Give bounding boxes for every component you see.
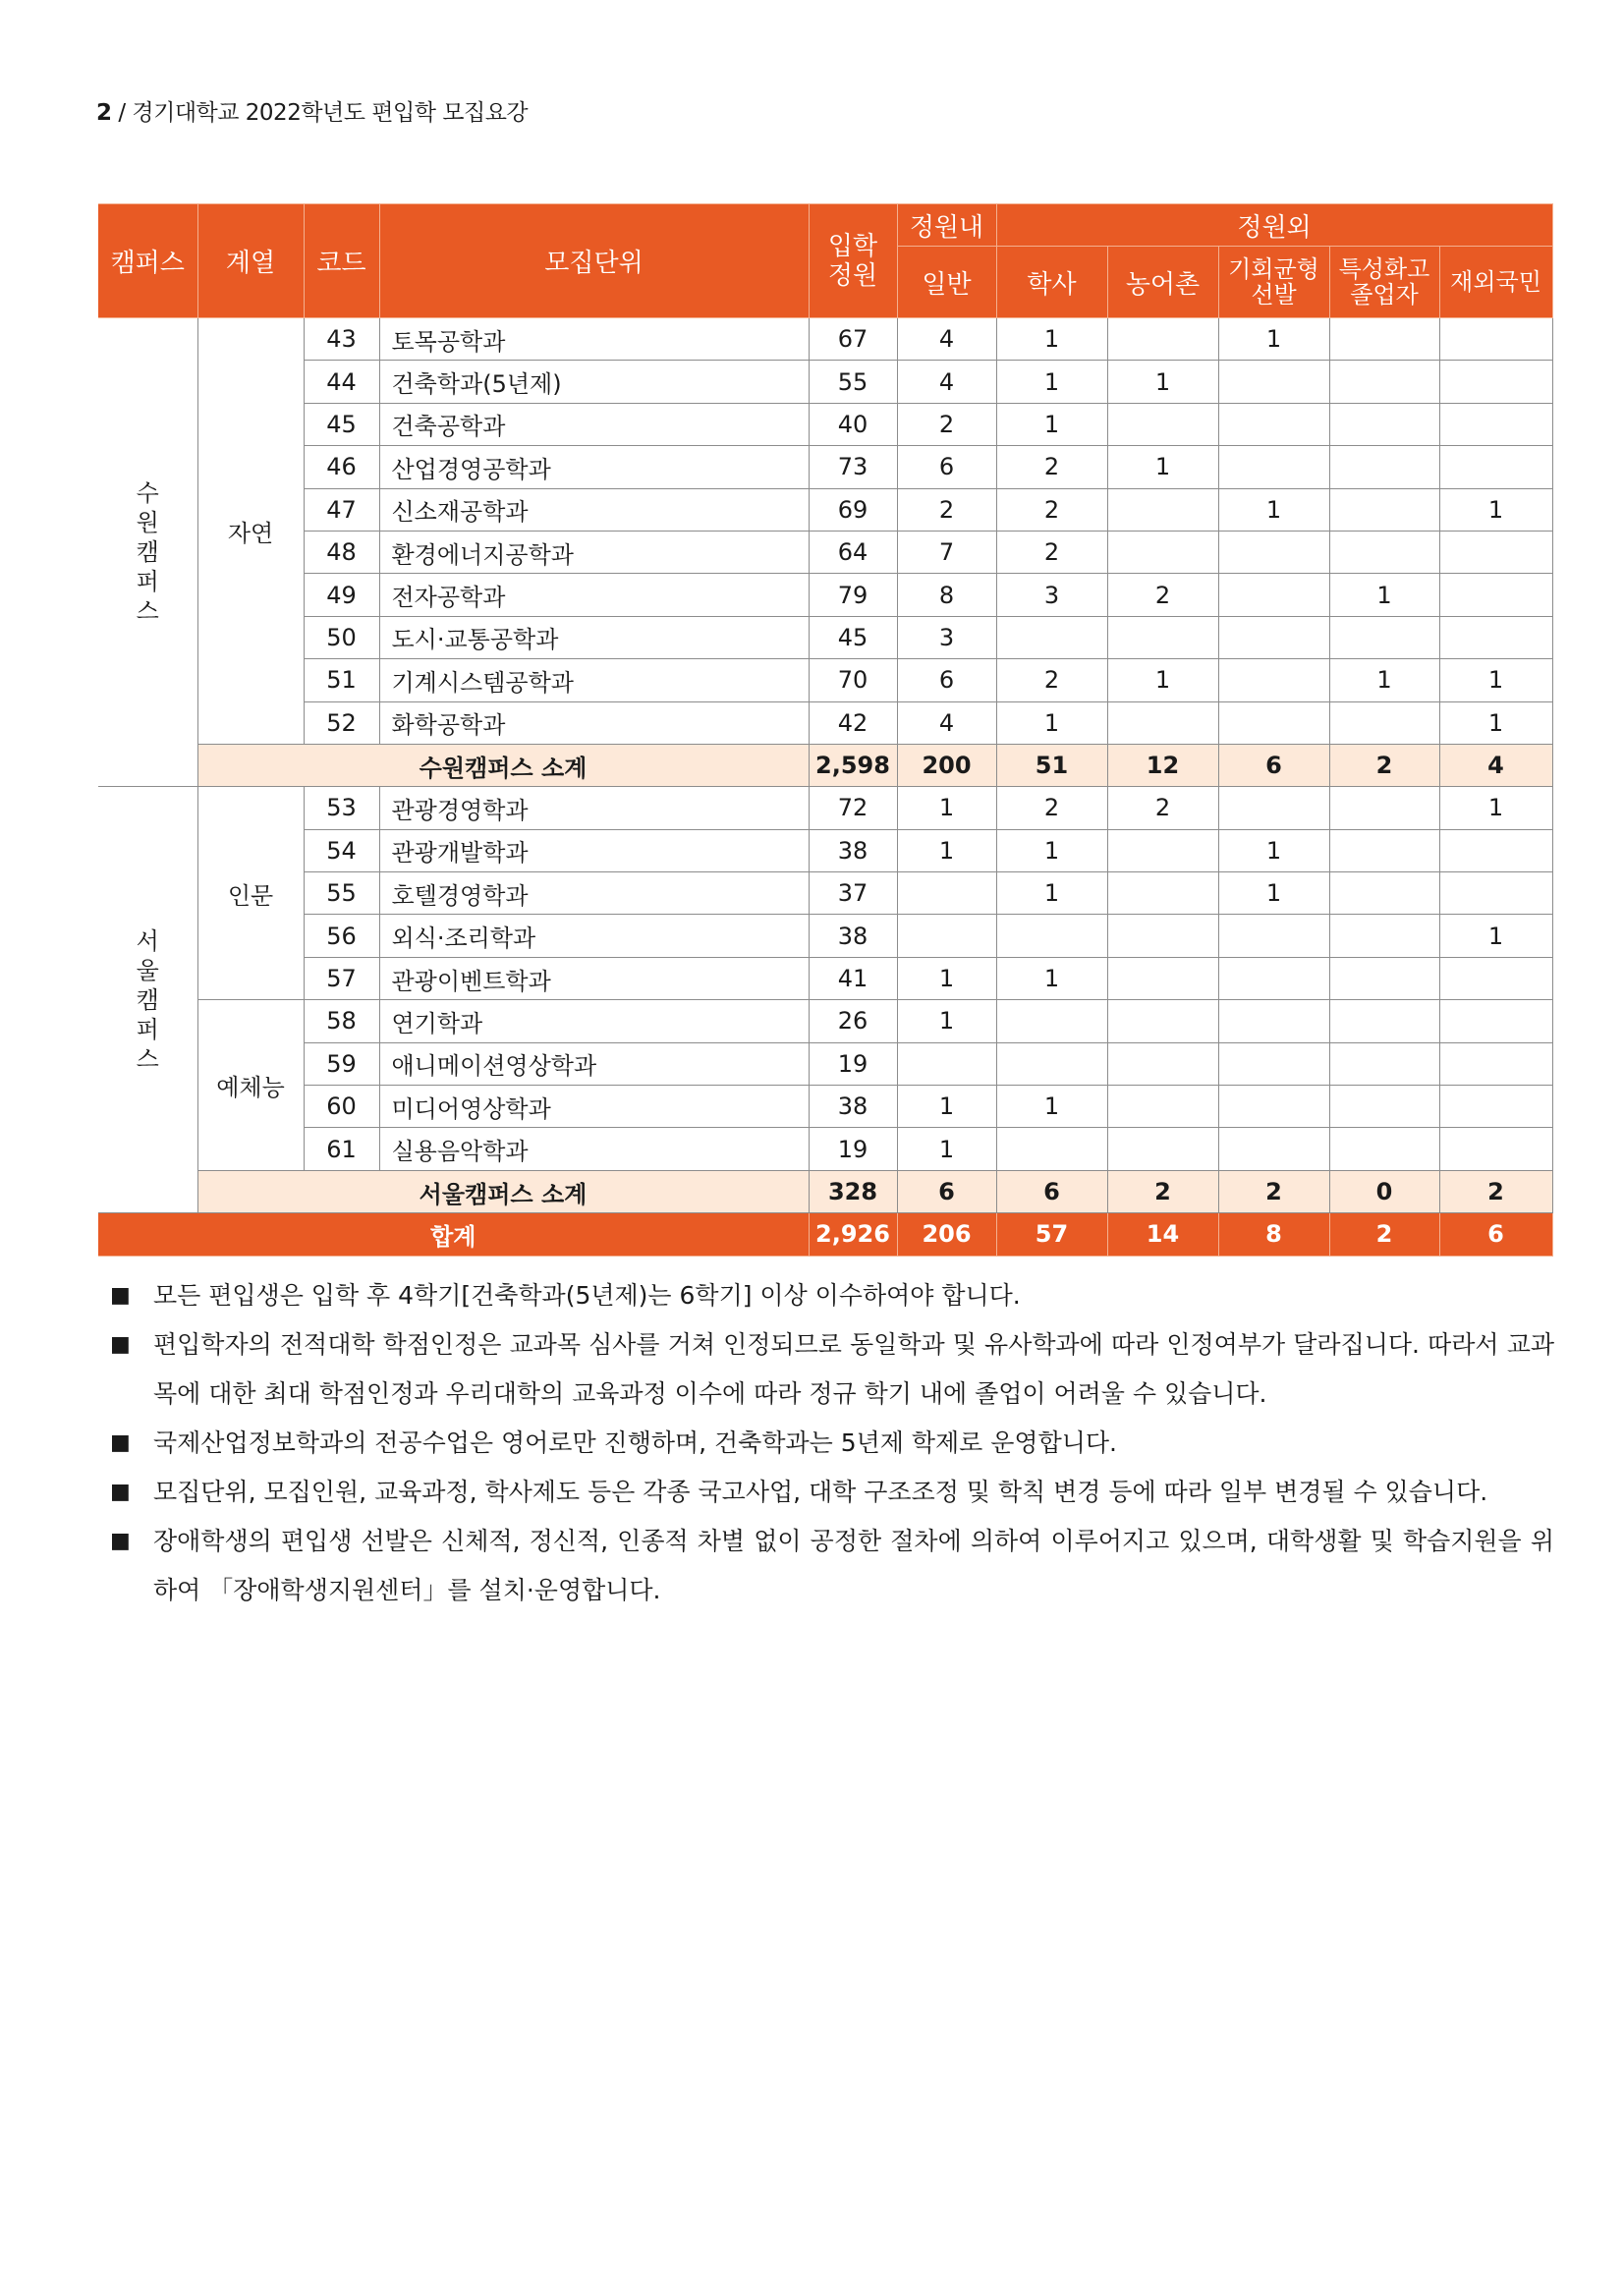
cell-code: 46 — [304, 446, 379, 488]
header-vocational-line1: 특성화고 — [1338, 255, 1430, 283]
total-vocational: 2 — [1329, 1213, 1439, 1256]
cell-code: 50 — [304, 616, 379, 658]
cell-bachelor — [996, 915, 1107, 957]
cell-overseas — [1439, 446, 1552, 488]
cell-bachelor: 1 — [996, 872, 1107, 915]
cell-overseas — [1439, 361, 1552, 403]
cell-unit: 산업경영공학과 — [379, 446, 809, 488]
table-row — [98, 403, 1552, 445]
cell-overseas — [1439, 1086, 1552, 1128]
cell-quota: 70 — [809, 659, 897, 701]
campus-seoul — [98, 787, 197, 1213]
table-row — [98, 1042, 1552, 1085]
cell-overseas — [1439, 829, 1552, 871]
cell-rural: 1 — [1107, 361, 1218, 403]
cell-rural — [1107, 1042, 1218, 1085]
cell-unit: 환경에너지공학과 — [379, 531, 809, 573]
cell-quota: 26 — [809, 1000, 897, 1042]
subtotal-label: 서울캠퍼스 소계 — [197, 1170, 809, 1212]
cell-vocational — [1329, 1128, 1439, 1170]
cell-overseas — [1439, 531, 1552, 573]
square-bullet-icon: ■ — [110, 1529, 131, 1553]
cell-equal — [1218, 1042, 1329, 1085]
cell-rural — [1107, 488, 1218, 531]
cell-quota: 67 — [809, 318, 897, 361]
subtotal-vocational: 2 — [1329, 744, 1439, 786]
cell-quota: 41 — [809, 957, 897, 999]
cell-vocational — [1329, 488, 1439, 531]
cell-rural: 1 — [1107, 659, 1218, 701]
subtotal-quota: 2,598 — [809, 744, 897, 786]
cell-vocational: 1 — [1329, 659, 1439, 701]
cell-general: 1 — [897, 787, 996, 829]
campus-suwon — [98, 318, 197, 787]
cell-code: 51 — [304, 659, 379, 701]
cell-code: 45 — [304, 403, 379, 445]
header-equal-opportunity — [1218, 247, 1329, 318]
cell-rural — [1107, 531, 1218, 573]
note-item — [110, 1468, 1554, 1517]
cell-rural — [1107, 829, 1218, 871]
cell-general: 4 — [897, 361, 996, 403]
cell-quota: 42 — [809, 701, 897, 744]
cell-unit: 신소재공학과 — [379, 488, 809, 531]
cell-code: 52 — [304, 701, 379, 744]
cell-quota: 19 — [809, 1042, 897, 1085]
cell-equal — [1218, 403, 1329, 445]
subtotal-vocational: 0 — [1329, 1170, 1439, 1212]
cell-unit: 기계시스템공학과 — [379, 659, 809, 701]
cell-equal — [1218, 915, 1329, 957]
note-item — [110, 1517, 1554, 1615]
square-bullet-icon: ■ — [110, 1430, 131, 1455]
cell-bachelor — [996, 1000, 1107, 1042]
cell-general: 2 — [897, 488, 996, 531]
table-row — [98, 787, 1552, 829]
cell-equal — [1218, 1128, 1329, 1170]
cell-unit: 건축공학과 — [379, 403, 809, 445]
cell-equal — [1218, 1000, 1329, 1042]
cell-quota: 73 — [809, 446, 897, 488]
cell-vocational — [1329, 829, 1439, 871]
cell-general — [897, 872, 996, 915]
square-bullet-icon: ■ — [110, 1283, 131, 1308]
note-text: 장애학생의 편입생 선발은 신체적, 정신적, 인종적 차별 없이 공정한 절차에 의하여 이루어지고 있으며, 대학생활 및 학습지원을 위하여 「장애학생지원센터」를 설치·운영합니다. — [153, 1527, 1554, 1604]
cell-general: 8 — [897, 574, 996, 616]
subtotal-label: 수원캠퍼스 소계 — [197, 744, 809, 786]
cell-code: 57 — [304, 957, 379, 999]
header-equal-line1: 기회균형 — [1228, 255, 1319, 283]
cell-bachelor: 2 — [996, 659, 1107, 701]
campus-char: 원 — [136, 509, 159, 537]
cell-rural — [1107, 915, 1218, 957]
subtotal-equal: 2 — [1218, 1170, 1329, 1212]
cell-quota: 19 — [809, 1128, 897, 1170]
cell-equal — [1218, 1086, 1329, 1128]
cell-rural — [1107, 872, 1218, 915]
cell-rural: 1 — [1107, 446, 1218, 488]
cell-general: 4 — [897, 318, 996, 361]
campus-char: 스 — [136, 1044, 159, 1073]
page-number: 2 — [96, 100, 112, 126]
table-row — [98, 1086, 1552, 1128]
table-row — [98, 531, 1552, 573]
note-text: 편입학자의 전적대학 학점인정은 교과목 심사를 거쳐 인정되므로 동일학과 및 유사학과에 따라 인정여부가 달라집니다. 따라서 교과목에 대한 최대 학점인정과 우리대학의 교육과정 이수에 따라 정규 학기 내에 졸업이 어려울 수 있습니다. — [153, 1330, 1554, 1408]
cell-vocational — [1329, 403, 1439, 445]
cell-overseas — [1439, 1000, 1552, 1042]
total-row — [98, 1213, 1552, 1256]
note-text: 모든 편입생은 입학 후 4학기[건축학과(5년제)는 6학기] 이상 이수하여야 합니다. — [153, 1281, 1021, 1310]
cell-vocational: 1 — [1329, 574, 1439, 616]
cell-general: 1 — [897, 1128, 996, 1170]
subtotal-general: 200 — [897, 744, 996, 786]
cell-code: 54 — [304, 829, 379, 871]
table-row — [98, 915, 1552, 957]
cell-general — [897, 1042, 996, 1085]
cell-code: 47 — [304, 488, 379, 531]
notes-list — [110, 1271, 1554, 1615]
header-code: 코드 — [304, 204, 379, 318]
cell-unit: 관광개발학과 — [379, 829, 809, 871]
cell-bachelor: 1 — [996, 701, 1107, 744]
cell-quota: 40 — [809, 403, 897, 445]
cell-code: 58 — [304, 1000, 379, 1042]
cell-quota: 69 — [809, 488, 897, 531]
cell-rural: 2 — [1107, 787, 1218, 829]
cell-vocational — [1329, 872, 1439, 915]
note-item — [110, 1419, 1554, 1468]
header-campus: 캠퍼스 — [98, 204, 197, 318]
header-unit: 모집단위 — [379, 204, 809, 318]
header-within-quota: 정원내 — [897, 204, 996, 247]
cell-code: 56 — [304, 915, 379, 957]
cell-unit: 화학공학과 — [379, 701, 809, 744]
cell-vocational — [1329, 957, 1439, 999]
cell-rural — [1107, 403, 1218, 445]
field-natural: 자연 — [197, 318, 304, 745]
subtotal-general: 6 — [897, 1170, 996, 1212]
cell-quota: 45 — [809, 616, 897, 658]
cell-code: 48 — [304, 531, 379, 573]
cell-equal: 1 — [1218, 829, 1329, 871]
cell-unit: 토목공학과 — [379, 318, 809, 361]
subtotal-rural: 2 — [1107, 1170, 1218, 1212]
cell-bachelor: 3 — [996, 574, 1107, 616]
cell-general: 1 — [897, 957, 996, 999]
cell-quota: 55 — [809, 361, 897, 403]
cell-unit: 실용음악학과 — [379, 1128, 809, 1170]
document-title: 경기대학교 2022학년도 편입학 모집요강 — [132, 100, 529, 126]
cell-vocational — [1329, 701, 1439, 744]
table-row — [98, 446, 1552, 488]
square-bullet-icon: ■ — [110, 1480, 131, 1504]
cell-rural — [1107, 1086, 1218, 1128]
cell-equal: 1 — [1218, 488, 1329, 531]
field-arts: 예체능 — [197, 1000, 304, 1171]
cell-unit: 미디어영상학과 — [379, 1086, 809, 1128]
cell-vocational — [1329, 446, 1439, 488]
cell-vocational — [1329, 318, 1439, 361]
cell-unit: 관광이벤트학과 — [379, 957, 809, 999]
header-outside-quota: 정원외 — [996, 204, 1552, 247]
cell-code: 53 — [304, 787, 379, 829]
table-row — [98, 361, 1552, 403]
total-label: 합계 — [98, 1213, 809, 1256]
cell-code: 55 — [304, 872, 379, 915]
header-rural: 농어촌 — [1107, 247, 1218, 318]
cell-vocational — [1329, 1042, 1439, 1085]
square-bullet-icon: ■ — [110, 1332, 131, 1357]
header-quota-line1: 입학 — [827, 231, 878, 261]
total-general: 206 — [897, 1213, 996, 1256]
header-general: 일반 — [897, 247, 996, 318]
table-row — [98, 659, 1552, 701]
campus-char: 수 — [136, 479, 159, 508]
cell-overseas — [1439, 872, 1552, 915]
cell-general: 6 — [897, 659, 996, 701]
note-item — [110, 1320, 1554, 1419]
cell-general: 7 — [897, 531, 996, 573]
table-row — [98, 701, 1552, 744]
cell-bachelor: 2 — [996, 531, 1107, 573]
cell-bachelor: 1 — [996, 318, 1107, 361]
cell-vocational — [1329, 1086, 1439, 1128]
cell-code: 43 — [304, 318, 379, 361]
cell-bachelor: 2 — [996, 488, 1107, 531]
header-quota-line2: 정원 — [827, 260, 878, 291]
total-overseas: 6 — [1439, 1213, 1552, 1256]
cell-bachelor — [996, 1042, 1107, 1085]
cell-rural — [1107, 1128, 1218, 1170]
header-vocational — [1329, 247, 1439, 318]
cell-equal: 1 — [1218, 318, 1329, 361]
cell-overseas — [1439, 574, 1552, 616]
cell-equal — [1218, 616, 1329, 658]
campus-char: 퍼 — [136, 1015, 159, 1043]
header-separator: / — [118, 100, 126, 126]
cell-rural — [1107, 1000, 1218, 1042]
cell-rural — [1107, 318, 1218, 361]
cell-overseas: 1 — [1439, 659, 1552, 701]
cell-equal — [1218, 361, 1329, 403]
table-row — [98, 872, 1552, 915]
cell-quota: 79 — [809, 574, 897, 616]
cell-overseas: 1 — [1439, 787, 1552, 829]
cell-equal — [1218, 957, 1329, 999]
subtotal-row-suwon — [98, 744, 1552, 786]
cell-overseas — [1439, 1042, 1552, 1085]
subtotal-equal: 6 — [1218, 744, 1329, 786]
note-text: 국제산업정보학과의 전공수업은 영어로만 진행하며, 건축학과는 5년제 학제로 운영합니다. — [153, 1428, 1117, 1457]
total-rural: 14 — [1107, 1213, 1218, 1256]
cell-bachelor: 1 — [996, 361, 1107, 403]
cell-general: 1 — [897, 1086, 996, 1128]
cell-equal — [1218, 446, 1329, 488]
cell-bachelor: 2 — [996, 446, 1107, 488]
table-row — [98, 957, 1552, 999]
cell-unit: 도시·교통공학과 — [379, 616, 809, 658]
cell-equal — [1218, 701, 1329, 744]
cell-unit: 연기학과 — [379, 1000, 809, 1042]
cell-bachelor: 1 — [996, 403, 1107, 445]
table-row — [98, 488, 1552, 531]
header-vocational-line2: 졸업자 — [1350, 281, 1419, 308]
note-text: 모집단위, 모집인원, 교육과정, 학사제도 등은 각종 국고사업, 대학 구조조정 및 학칙 변경 등에 따라 일부 변경될 수 있습니다. — [153, 1478, 1488, 1506]
table-row — [98, 1128, 1552, 1170]
cell-bachelor: 2 — [996, 787, 1107, 829]
cell-quota: 37 — [809, 872, 897, 915]
cell-vocational — [1329, 616, 1439, 658]
cell-unit: 호텔경영학과 — [379, 872, 809, 915]
campus-char: 울 — [136, 956, 159, 984]
cell-equal — [1218, 659, 1329, 701]
cell-overseas: 1 — [1439, 488, 1552, 531]
cell-unit: 전자공학과 — [379, 574, 809, 616]
cell-equal — [1218, 531, 1329, 573]
header-bachelor: 학사 — [996, 247, 1107, 318]
cell-bachelor: 1 — [996, 1086, 1107, 1128]
cell-general: 1 — [897, 1000, 996, 1042]
cell-code: 49 — [304, 574, 379, 616]
cell-bachelor — [996, 616, 1107, 658]
cell-equal: 1 — [1218, 872, 1329, 915]
campus-char: 퍼 — [136, 568, 159, 596]
total-equal: 8 — [1218, 1213, 1329, 1256]
cell-code: 60 — [304, 1086, 379, 1128]
cell-quota: 64 — [809, 531, 897, 573]
cell-quota: 38 — [809, 829, 897, 871]
cell-quota: 38 — [809, 915, 897, 957]
campus-char: 서 — [136, 926, 159, 955]
cell-equal — [1218, 574, 1329, 616]
cell-unit: 애니메이션영상학과 — [379, 1042, 809, 1085]
field-humanities: 인문 — [197, 787, 304, 1000]
cell-vocational — [1329, 361, 1439, 403]
table-row — [98, 318, 1552, 361]
cell-general: 4 — [897, 701, 996, 744]
table-row — [98, 829, 1552, 871]
note-item — [110, 1271, 1554, 1320]
cell-code: 44 — [304, 361, 379, 403]
total-bachelor: 57 — [996, 1213, 1107, 1256]
header-equal-line2: 선발 — [1251, 281, 1297, 308]
cell-general: 3 — [897, 616, 996, 658]
cell-unit: 건축학과(5년제) — [379, 361, 809, 403]
cell-quota: 72 — [809, 787, 897, 829]
table-row — [98, 1000, 1552, 1042]
running-header — [96, 94, 528, 127]
cell-overseas — [1439, 318, 1552, 361]
cell-overseas: 1 — [1439, 915, 1552, 957]
cell-quota: 38 — [809, 1086, 897, 1128]
cell-overseas — [1439, 616, 1552, 658]
cell-overseas — [1439, 957, 1552, 999]
cell-code: 61 — [304, 1128, 379, 1170]
subtotal-bachelor: 51 — [996, 744, 1107, 786]
cell-rural: 2 — [1107, 574, 1218, 616]
subtotal-quota: 328 — [809, 1170, 897, 1212]
cell-vocational — [1329, 787, 1439, 829]
cell-equal — [1218, 787, 1329, 829]
cell-bachelor — [996, 1128, 1107, 1170]
table-row — [98, 616, 1552, 658]
cell-bachelor: 1 — [996, 829, 1107, 871]
subtotal-rural: 12 — [1107, 744, 1218, 786]
cell-unit: 관광경영학과 — [379, 787, 809, 829]
cell-rural — [1107, 616, 1218, 658]
recruitment-table — [98, 203, 1553, 1257]
subtotal-overseas: 2 — [1439, 1170, 1552, 1212]
cell-bachelor: 1 — [996, 957, 1107, 999]
subtotal-overseas: 4 — [1439, 744, 1552, 786]
cell-general: 1 — [897, 829, 996, 871]
cell-vocational — [1329, 1000, 1439, 1042]
cell-unit: 외식·조리학과 — [379, 915, 809, 957]
campus-char: 캠 — [136, 538, 159, 567]
subtotal-bachelor: 6 — [996, 1170, 1107, 1212]
cell-general: 6 — [897, 446, 996, 488]
table-row — [98, 574, 1552, 616]
cell-overseas — [1439, 403, 1552, 445]
cell-vocational — [1329, 531, 1439, 573]
header-field: 계열 — [197, 204, 304, 318]
header-overseas: 재외국민 — [1439, 247, 1552, 318]
cell-rural — [1107, 957, 1218, 999]
cell-overseas: 1 — [1439, 701, 1552, 744]
campus-char: 캠 — [136, 985, 159, 1014]
cell-overseas — [1439, 1128, 1552, 1170]
header-quota — [809, 204, 897, 318]
cell-general — [897, 915, 996, 957]
subtotal-row-seoul — [98, 1170, 1552, 1212]
total-quota: 2,926 — [809, 1213, 897, 1256]
cell-vocational — [1329, 915, 1439, 957]
campus-char: 스 — [136, 597, 159, 626]
cell-rural — [1107, 701, 1218, 744]
cell-general: 2 — [897, 403, 996, 445]
cell-code: 59 — [304, 1042, 379, 1085]
